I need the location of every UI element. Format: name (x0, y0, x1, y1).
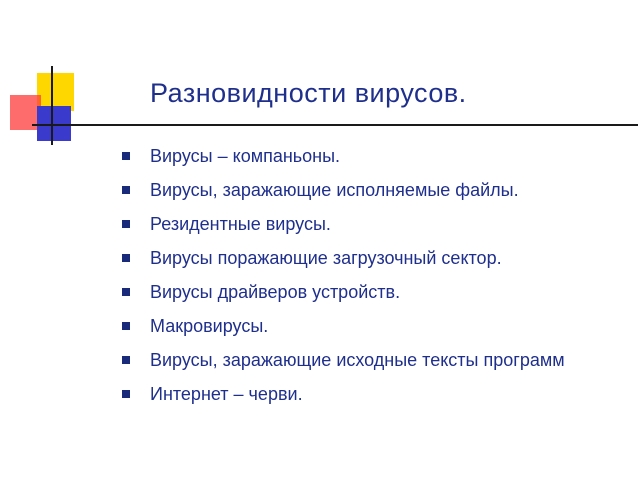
bullet-item (0, 146, 638, 180)
bullet-item (0, 350, 638, 384)
bullet-text: Макровирусы. (150, 316, 269, 336)
slide-title: Разновидности вирусов. (150, 78, 467, 108)
bullet-text: Вирусы – компаньоны. (150, 146, 341, 166)
bullet-item (0, 248, 638, 282)
bullet-text: Вирусы драйверов устройств. (150, 282, 401, 302)
title-underline-rule (32, 124, 638, 126)
bullet-text: Резидентные вирусы. (150, 214, 331, 234)
bullet-text: Вирусы поражающие загрузочный сектор. (150, 248, 502, 268)
bullet-text: Интернет – черви. (150, 384, 303, 404)
decorative-logo (0, 0, 120, 160)
bullet-item (0, 180, 638, 214)
square-bullet-icon (122, 220, 130, 228)
bullet-text: Вирусы, заражающие исполняемые файлы. (150, 180, 519, 200)
bullet-item (0, 384, 638, 418)
bullet-item (0, 282, 638, 316)
square-bullet-icon (122, 390, 130, 398)
square-bullet-icon (122, 152, 130, 160)
bullet-list (0, 146, 638, 418)
logo-vertical-line (51, 66, 53, 145)
square-bullet-icon (122, 322, 130, 330)
square-bullet-icon (122, 356, 130, 364)
bullet-item (0, 316, 638, 350)
bullet-item (0, 214, 638, 248)
square-bullet-icon (122, 254, 130, 262)
square-bullet-icon (122, 288, 130, 296)
bullet-text: Вирусы, заражающие исходные тексты программ (150, 350, 565, 370)
square-bullet-icon (122, 186, 130, 194)
